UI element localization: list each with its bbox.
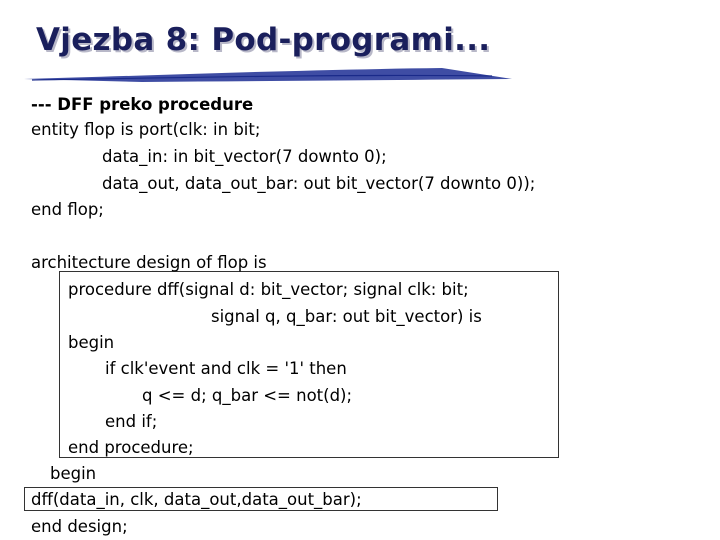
code-end-if: end if; bbox=[105, 412, 158, 431]
title-underline bbox=[22, 62, 514, 86]
code-entity-port-data-out: data_out, data_out_bar: out bit_vector(7 downto 0)); bbox=[102, 174, 536, 193]
code-comment: --- DFF preko procedure bbox=[31, 95, 254, 114]
code-entity-line: entity flop is port(clk: in bit; bbox=[31, 120, 261, 139]
code-if-line: if clk'event and clk = '1' then bbox=[105, 359, 347, 378]
code-assign-line: q <= d; q_bar <= not(d); bbox=[142, 386, 353, 405]
code-procedure-params: signal q, q_bar: out bit_vector) is bbox=[211, 307, 482, 326]
code-entity-port-data-in: data_in: in bit_vector(7 downto 0); bbox=[102, 147, 387, 166]
code-architecture-begin: begin bbox=[50, 464, 97, 483]
code-entity-end: end flop; bbox=[31, 200, 104, 219]
code-end-design: end design; bbox=[31, 517, 128, 536]
code-procedure-begin: begin bbox=[68, 333, 115, 352]
page-title: Vjezba 8: Pod-programi... bbox=[36, 22, 491, 58]
code-dff-call: dff(data_in, clk, data_out,data_out_bar); bbox=[31, 490, 362, 509]
code-architecture-line: architecture design of flop is bbox=[31, 253, 267, 272]
code-procedure-header: procedure dff(signal d: bit_vector; signal clk: bit; bbox=[68, 280, 469, 299]
code-end-procedure: end procedure; bbox=[68, 438, 194, 457]
